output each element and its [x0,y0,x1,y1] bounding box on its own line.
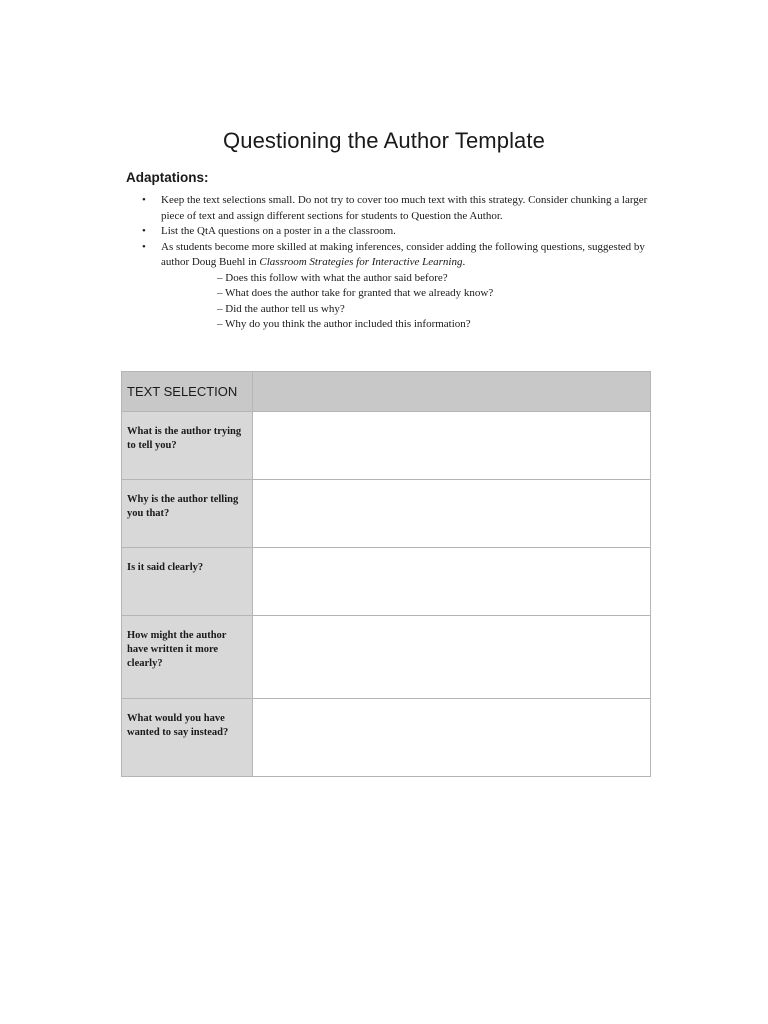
question-label: Is it said clearly? [122,548,253,616]
answer-field[interactable] [253,548,651,616]
follow-up-question: – What does the author take for granted that we already know? [217,287,494,299]
answer-field[interactable] [253,616,651,699]
adaptations-list [142,193,662,333]
bullet-icon: • [142,225,146,237]
follow-up-question: – Why do you think the author included this information? [217,318,471,330]
table-row [122,616,651,699]
question-label: How might the author have written it more clearly? [122,616,253,699]
table-row [122,699,651,777]
bullet-icon: • [142,194,146,206]
bullet-icon: • [142,240,146,253]
table-row [122,480,651,548]
text-selection-field[interactable] [253,372,651,412]
adaptation-text: Keep the text selections small. Do not try to cover too much text with this strategy. Consider chunking a larger piece of text and assign different sections for students to Question the Author. [161,194,648,222]
text-selection-label: TEXT SELECTION [122,372,253,412]
table-row [122,548,651,616]
adaptations-heading: Adaptations: [126,170,209,185]
question-label: What is the author trying to tell you? [122,412,253,480]
table-header-row [122,372,651,412]
question-label: What would you have wanted to say instead? [122,699,253,777]
answer-field[interactable] [253,412,651,480]
qta-table [121,371,651,777]
adaptation-text: List the QtA questions on a poster in a the classroom. [161,225,396,237]
adaptation-text-end: . [462,256,466,268]
answer-field[interactable] [253,480,651,548]
follow-up-question: – Did the author tell us why? [217,302,345,315]
adaptation-item [142,224,662,240]
question-label: Why is the author telling you that? [122,480,253,548]
adaptation-text: As students become more skilled at making inferences, consider adding the following questions, suggested by author Doug Buehl in [161,240,645,268]
adaptation-item [142,240,662,333]
page-title: Questioning the Author Template [223,128,545,153]
follow-up-question-list [161,271,662,333]
table-row [122,412,651,480]
follow-up-question: – Does this follow with what the author said before? [217,271,448,284]
book-title: Classroom Strategies for Interactive Learning [259,256,463,268]
answer-field[interactable] [253,699,651,777]
adaptation-item [142,193,662,224]
